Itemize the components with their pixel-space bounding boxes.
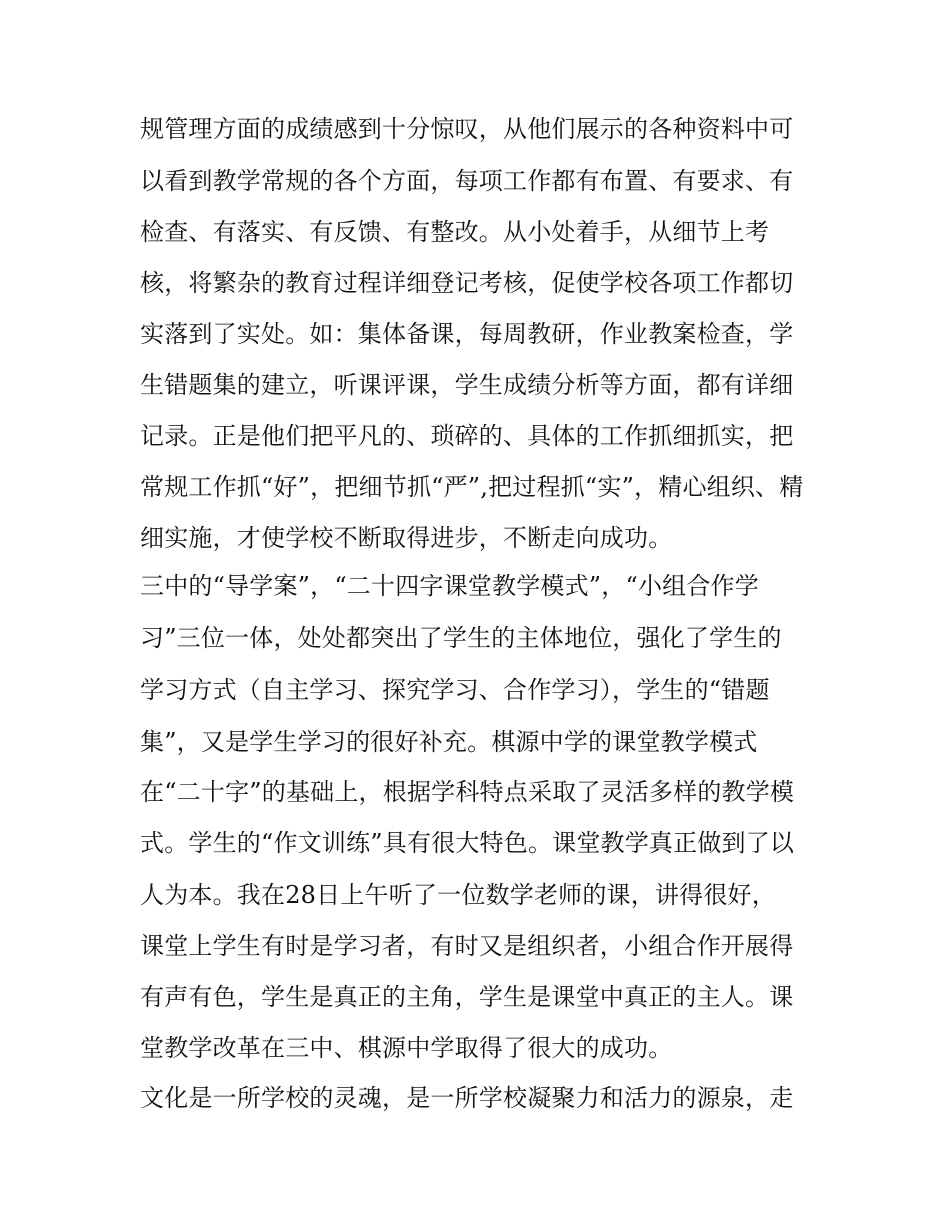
text-line: 人为本。我在28日上午听了一位数学老师的课，讲得很好， [140, 881, 776, 909]
text-line: 以看到教学常规的各个方面，每项工作都有布置、有要求、有 [140, 167, 794, 195]
text-line: 实落到了实处。如：集体备课，每周教研，作业教案检查，学 [140, 320, 794, 348]
text-line: 堂教学改革在三中、棋源中学取得了很大的成功。 [140, 1034, 673, 1062]
text-line: 在“二十字”的基础上，根据学科特点采取了灵活多样的教学模 [140, 778, 795, 806]
text-line: 规管理方面的成绩感到十分惊叹，从他们展示的各种资料中可 [140, 115, 794, 143]
text-line: 常规工作抓“好”，把细节抓“严”,把过程抓“实”，精心组织、精 [140, 473, 804, 501]
text-line: 记录。正是他们把平凡的、琐碎的、具体的工作抓细抓实，把 [140, 422, 794, 450]
text-line: 集”，又是学生学习的很好补充。棋源中学的课堂教学模式 [140, 728, 758, 756]
text-line: 三中的“导学案”，“二十四字课堂教学模式”，“小组合作学 [140, 572, 759, 600]
text-line: 生错题集的建立，听课评课，学生成绩分析等方面，都有详细 [140, 371, 794, 399]
text-line: 核，将繁杂的教育过程详细登记考核，促使学校各项工作都切 [140, 269, 794, 297]
text-line: 有声有色，学生是真正的主角，学生是课堂中真正的主人。课 [140, 983, 794, 1011]
text-line: 课堂上学生有时是学习者，有时又是组织者，小组合作开展得 [140, 932, 794, 960]
text-line: 学习方式（自主学习、探究学习、合作学习），学生的“错题 [140, 676, 770, 704]
text-line: 习”三位一体，处处都突出了学生的主体地位，强化了学生的 [140, 624, 782, 652]
text-line: 式。学生的“作文训练”具有很大特色。课堂教学真正做到了以 [140, 829, 795, 857]
text-line: 文化是一所学校的灵魂，是一所学校凝聚力和活力的源泉，走 [140, 1084, 794, 1112]
text-line: 细实施，才使学校不断取得进步，不断走向成功。 [140, 524, 673, 552]
text-line: 检查、有落实、有反馈、有整改。从小处着手，从细节上考 [140, 218, 770, 246]
